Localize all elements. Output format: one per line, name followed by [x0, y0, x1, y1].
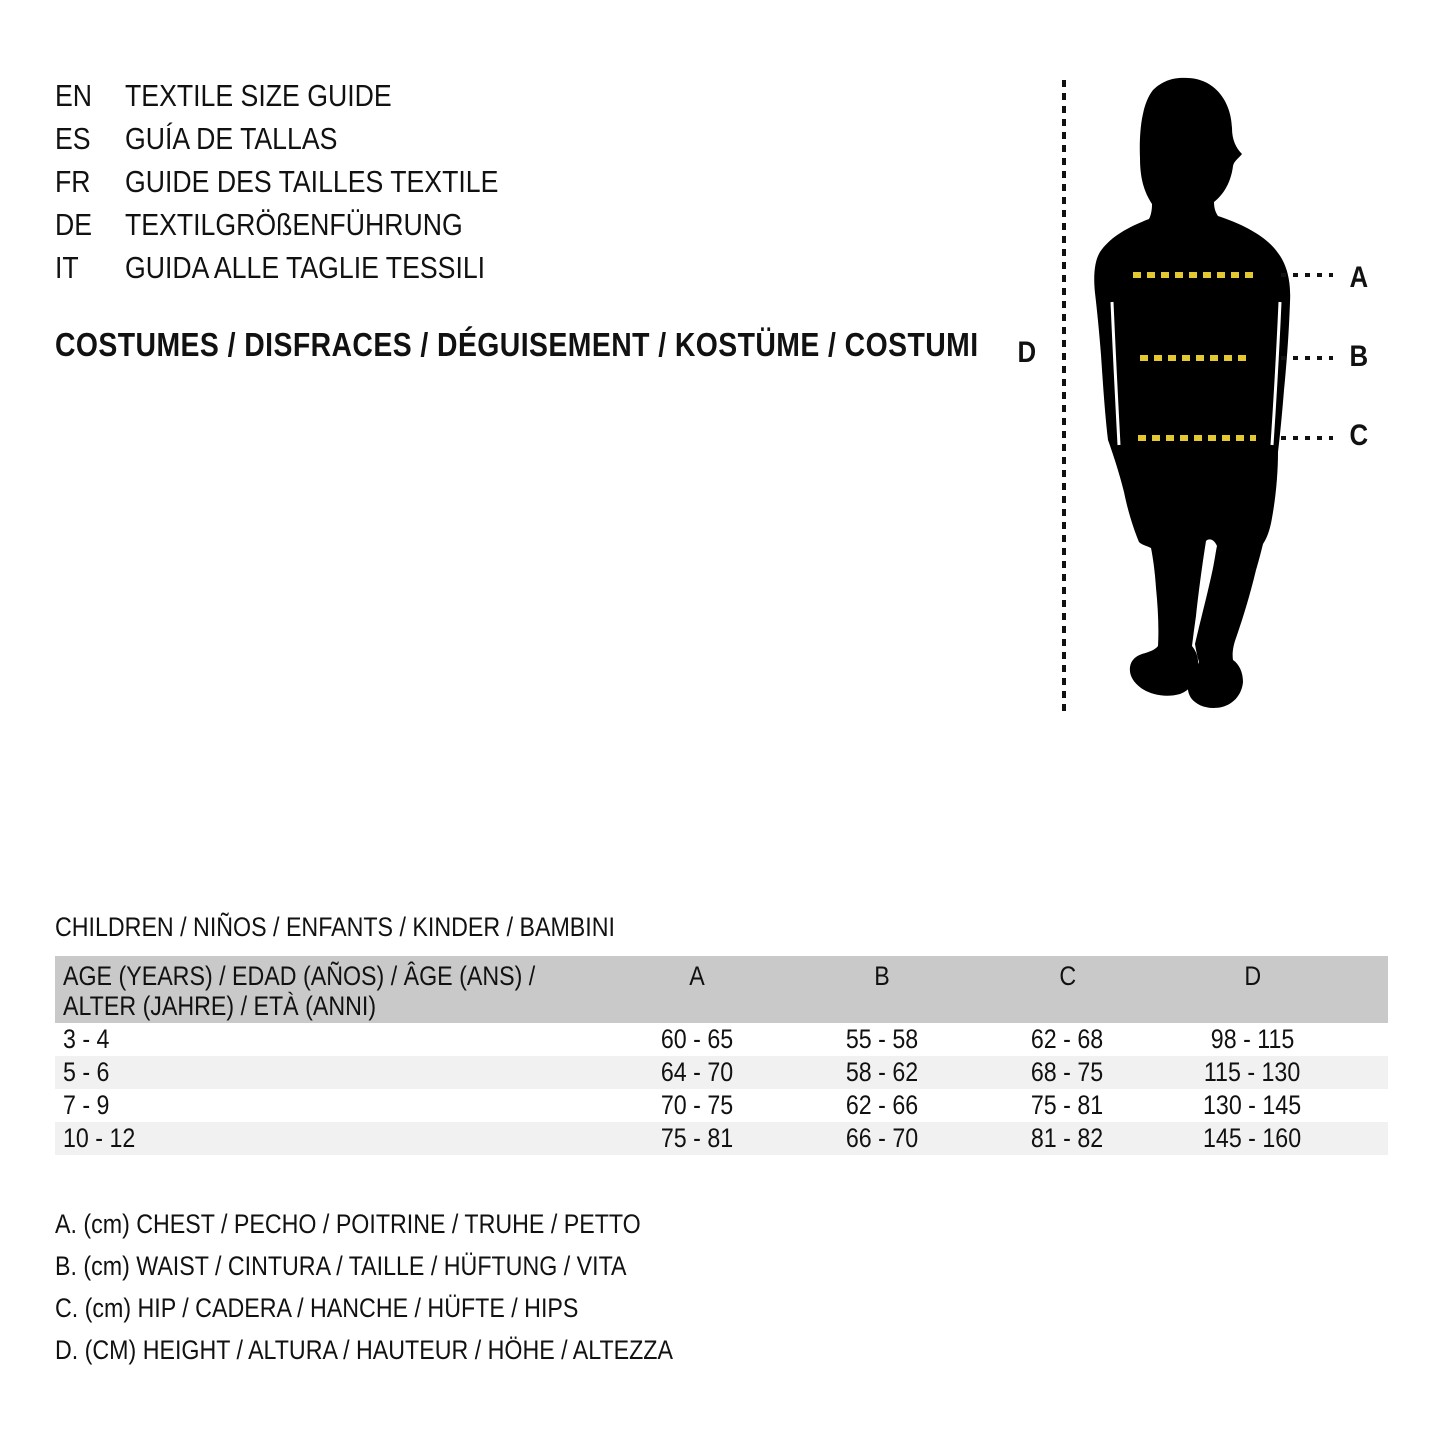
value-text: 68 - 75 — [1031, 1057, 1104, 1087]
label-d-text: D — [1017, 336, 1037, 369]
waist-measure-label — [1348, 342, 1370, 372]
height-value — [1160, 1023, 1345, 1056]
value-text: 145 - 160 — [1203, 1123, 1302, 1153]
language-code: IT — [55, 250, 79, 285]
age-text: 7 - 9 — [63, 1090, 110, 1120]
legend-hip-text: C. (cm) HIP / CADERA / HANCHE / HÜFTE / HIPS — [55, 1293, 579, 1323]
legend-line-height — [55, 1329, 774, 1371]
column-header-d — [1160, 956, 1345, 1023]
language-code: EN — [55, 78, 93, 113]
column-header-b-text: B — [874, 961, 891, 991]
chest-value — [605, 1056, 790, 1089]
height-value — [1160, 1056, 1345, 1089]
label-a-text: A — [1349, 261, 1369, 294]
measurement-legend — [55, 1203, 774, 1371]
value-text: 75 - 81 — [1031, 1090, 1104, 1120]
age-column-header — [55, 956, 605, 1023]
waist-value — [790, 1089, 975, 1122]
age-value — [55, 1056, 605, 1089]
value-text: 66 - 70 — [846, 1123, 919, 1153]
age-text: 10 - 12 — [63, 1123, 136, 1153]
hip-value — [975, 1089, 1160, 1122]
legend-line-chest — [55, 1203, 774, 1245]
table-row — [55, 1056, 1388, 1089]
hip-measure-label — [1348, 421, 1370, 451]
age-header-line2: ALTER (JAHRE) / ETÀ (ANNI) — [63, 991, 377, 1021]
value-text: 62 - 68 — [1031, 1024, 1104, 1054]
language-code: ES — [55, 121, 91, 156]
column-header-c-text: C — [1059, 961, 1076, 991]
size-table — [55, 956, 1388, 1155]
hip-value — [975, 1056, 1160, 1089]
column-header-c — [975, 956, 1160, 1023]
value-text: 75 - 81 — [661, 1123, 734, 1153]
column-header-b — [790, 956, 975, 1023]
label-b-text: B — [1349, 340, 1369, 373]
language-row-fr — [55, 160, 559, 203]
table-row — [55, 1089, 1388, 1122]
age-value — [55, 1122, 605, 1155]
legend-chest-text: A. (cm) CHEST / PECHO / POITRINE / TRUHE / PETTO — [55, 1209, 641, 1239]
table-section-title-text: CHILDREN / NIÑOS / ENFANTS / KINDER / BAMBINI — [55, 912, 615, 942]
chest-value — [605, 1089, 790, 1122]
age-text: 3 - 4 — [63, 1024, 110, 1054]
value-text: 55 - 58 — [846, 1024, 919, 1054]
guide-title-it: GUIDA ALLE TAGLIE TESSILI — [125, 250, 486, 285]
value-text: 62 - 66 — [846, 1090, 919, 1120]
value-text: 130 - 145 — [1203, 1090, 1302, 1120]
language-code: FR — [55, 164, 91, 199]
age-value — [55, 1089, 605, 1122]
chest-measure-label — [1348, 263, 1370, 293]
table-row — [55, 1122, 1388, 1155]
height-measure-label — [1016, 338, 1038, 368]
guide-title-en: TEXTILE SIZE GUIDE — [125, 78, 392, 113]
age-value — [55, 1023, 605, 1056]
child-silhouette-figure — [1000, 60, 1400, 730]
chest-value — [605, 1122, 790, 1155]
age-text: 5 - 6 — [63, 1057, 110, 1087]
table-section-title — [55, 912, 706, 943]
size-table-header-row — [55, 956, 1388, 1023]
child-silhouette — [1094, 78, 1290, 708]
column-header-a-text: A — [689, 961, 706, 991]
waist-value — [790, 1023, 975, 1056]
label-c-text: C — [1349, 419, 1369, 452]
value-text: 64 - 70 — [661, 1057, 734, 1087]
language-row-it — [55, 246, 559, 289]
guide-title-fr: GUIDE DES TAILLES TEXTILE — [125, 164, 499, 199]
age-header-line1: AGE (YEARS) / EDAD (AÑOS) / ÂGE (ANS) / — [63, 961, 536, 991]
chest-value — [605, 1023, 790, 1056]
column-header-a — [605, 956, 790, 1023]
language-title-list — [55, 74, 559, 289]
waist-value — [790, 1122, 975, 1155]
language-code: DE — [55, 207, 93, 242]
hip-value — [975, 1023, 1160, 1056]
value-text: 60 - 65 — [661, 1024, 734, 1054]
waist-value — [790, 1056, 975, 1089]
guide-title-de: TEXTILGRÖßENFÜHRUNG — [125, 207, 463, 242]
legend-waist-text: B. (cm) WAIST / CINTURA / TAILLE / HÜFTUNG / VITA — [55, 1251, 627, 1281]
value-text: 70 - 75 — [661, 1090, 734, 1120]
language-row-en — [55, 74, 559, 117]
legend-line-hip — [55, 1287, 774, 1329]
height-value — [1160, 1122, 1345, 1155]
legend-height-text: D. (CM) HEIGHT / ALTURA / HAUTEUR / HÖHE / ALTEZZA — [55, 1335, 673, 1365]
value-text: 81 - 82 — [1031, 1123, 1104, 1153]
height-value — [1160, 1089, 1345, 1122]
table-row — [55, 1023, 1388, 1056]
category-title — [55, 326, 1129, 364]
hip-value — [975, 1122, 1160, 1155]
language-row-es — [55, 117, 559, 160]
column-header-d-text: D — [1244, 961, 1261, 991]
guide-title-es: GUÍA DE TALLAS — [125, 121, 338, 156]
value-text: 58 - 62 — [846, 1057, 919, 1087]
legend-line-waist — [55, 1245, 774, 1287]
language-row-de — [55, 203, 559, 246]
value-text: 115 - 130 — [1204, 1057, 1301, 1087]
value-text: 98 - 115 — [1210, 1024, 1295, 1054]
category-title-text: COSTUMES / DISFRACES / DÉGUISEMENT / KOSTÜME / COSTUMI — [55, 326, 979, 363]
